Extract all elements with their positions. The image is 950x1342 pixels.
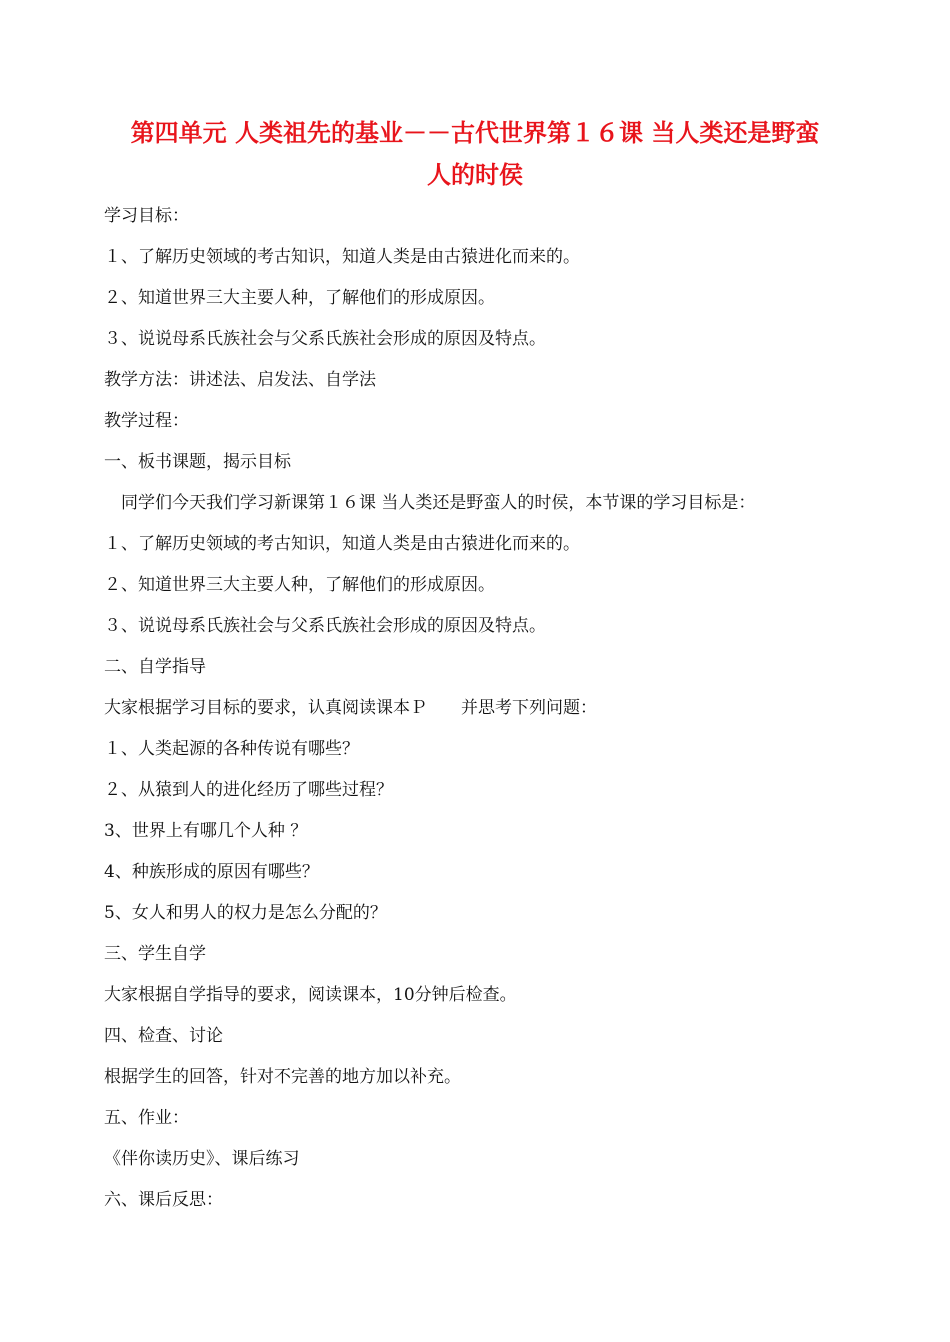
document-title-line-1: 第四单元 人类祖先的基业－－古代世界第１６课 当人类还是野蛮: [130, 119, 820, 147]
section-1-heading: 一、板书课题，揭示目标: [104, 452, 291, 472]
goal-item-1: １、了解历史领域的考古知识，知道人类是由古猿进化而来的。: [104, 247, 580, 267]
check-paragraph: 根据学生的回答，针对不完善的地方加以补充。: [104, 1067, 461, 1087]
goal-item-2: ２、知道世界三大主要人种，了解他们的形成原因。: [104, 288, 495, 308]
section-2-heading: 二、自学指导: [104, 657, 206, 677]
goals-heading: 学习目标：: [104, 206, 189, 226]
goal-repeat-2: ２、知道世界三大主要人种，了解他们的形成原因。: [104, 575, 495, 595]
guide-paragraph: 大家根据学习目标的要求，认真阅读课本Ｐ 并思考下列问题：: [104, 698, 597, 718]
goal-item-3: ３、说说母系氏族社会与父系氏族社会形成的原因及特点。: [104, 329, 546, 349]
goal-repeat-3: ３、说说母系氏族社会与父系氏族社会形成的原因及特点。: [104, 616, 546, 636]
question-4: 4、种族形成的原因有哪些？: [104, 862, 319, 882]
goal-repeat-1: １、了解历史领域的考古知识，知道人类是由古猿进化而来的。: [104, 534, 580, 554]
section-3-heading: 三、学生自学: [104, 944, 206, 964]
self-study-paragraph: 大家根据自学指导的要求，阅读课本，10分钟后检查。: [104, 985, 517, 1005]
question-2: ２、从猿到人的进化经历了哪些过程？: [104, 780, 393, 800]
document-title-line-2: 人的时侯: [427, 161, 523, 189]
intro-paragraph: 同学们今天我们学习新课第１６课 当人类还是野蛮人的时侯，本节课的学习目标是：: [104, 493, 756, 513]
homework-paragraph: 《伴你读历史》、课后练习: [104, 1149, 300, 1169]
question-5: 5、女人和男人的权力是怎么分配的？: [104, 903, 387, 923]
teaching-method: 教学方法：讲述法、启发法、自学法: [104, 370, 376, 390]
section-4-heading: 四、检查、讨论: [104, 1026, 223, 1046]
section-6-heading: 六、课后反思：: [104, 1190, 223, 1210]
process-heading: 教学过程：: [104, 411, 189, 431]
question-3: 3、世界上有哪几个人种 ？: [104, 821, 308, 841]
question-1: １、人类起源的各种传说有哪些？: [104, 739, 359, 759]
section-5-heading: 五、作业：: [104, 1108, 189, 1128]
